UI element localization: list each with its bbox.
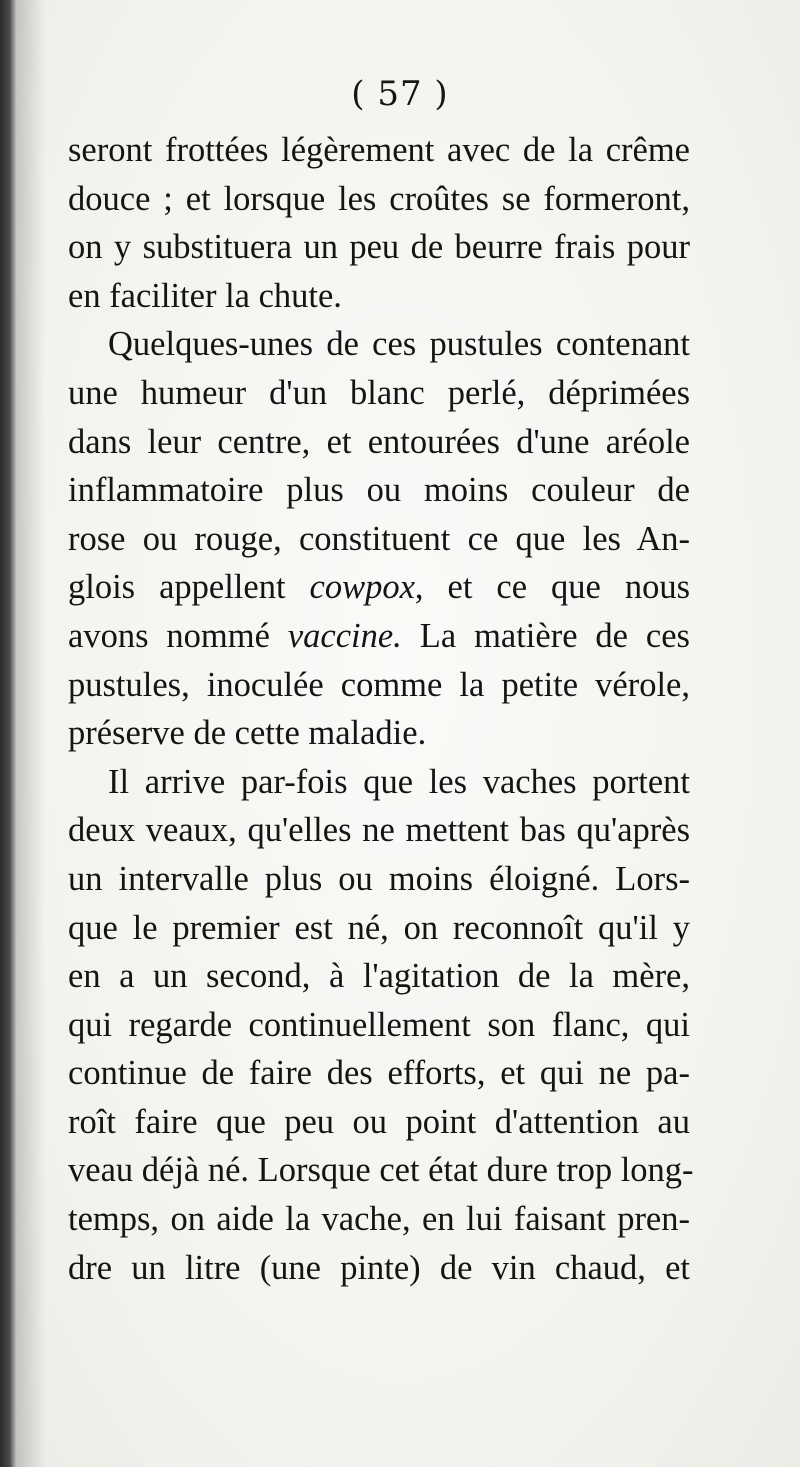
binding-gutter xyxy=(0,0,16,1467)
text-line: une humeur d'un blanc perlé, déprimées xyxy=(68,373,690,412)
text-line: préserve de cette maladie. xyxy=(68,714,427,753)
text-line: on y substituera un peu de beurre frais pour xyxy=(68,228,690,267)
text-line: Quelques-unes de ces pustules contenant xyxy=(108,325,690,364)
text-line: que le premier est né, on reconnoît qu'il y xyxy=(68,908,690,947)
text-line: qui regarde continuellement son flanc, qui xyxy=(68,1005,690,1044)
italic-term: vaccine. xyxy=(287,616,402,655)
text-line: continue de faire des efforts, et qui ne pa- xyxy=(68,1054,690,1093)
body-text xyxy=(68,126,694,1292)
text-line xyxy=(68,612,690,661)
text-segment: La matière de ces xyxy=(401,616,690,655)
text-line: dans leur centre, et entourées d'une aréole xyxy=(68,422,690,461)
text-line: rose ou rouge, constituent ce que les An- xyxy=(68,519,690,558)
page-edge-shadow xyxy=(16,0,46,1467)
text-line: seront frottées légèrement avec de la crême xyxy=(68,131,690,169)
text-line: un intervalle plus ou moins éloigné. Lors- xyxy=(68,859,690,898)
text-line: Il arrive par-fois que les vaches portent xyxy=(108,762,690,801)
italic-term: cowpox xyxy=(309,568,415,607)
text-line: veau déjà né. Lorsque cet état dure trop long- xyxy=(68,1151,694,1190)
text-segment: glois appellent xyxy=(68,568,310,607)
page-number: ( 57 ) xyxy=(351,74,449,114)
text-line: deux veaux, qu'elles ne mettent bas qu'après xyxy=(68,811,690,850)
text-line: roît faire que peu ou point d'attention au xyxy=(68,1102,690,1141)
text-line: pustules, inoculée comme la petite vérole, xyxy=(68,665,690,704)
text-line: douce ; et lorsque les croûtes se formeront, xyxy=(68,179,690,218)
text-line xyxy=(68,563,690,612)
text-segment: avons nommé xyxy=(68,616,288,655)
text-line: inflammatoire plus ou moins couleur de xyxy=(68,471,690,510)
text-line: en faciliter la chute. xyxy=(68,276,342,315)
text-segment: , et ce que nous xyxy=(414,568,690,607)
text-line: dre un litre (une pinte) de vin chaud, et xyxy=(68,1248,690,1287)
text-line: temps, on aide la vache, en lui faisant pren- xyxy=(68,1200,690,1239)
text-line: en a un second, à l'agitation de la mère, xyxy=(68,957,690,996)
